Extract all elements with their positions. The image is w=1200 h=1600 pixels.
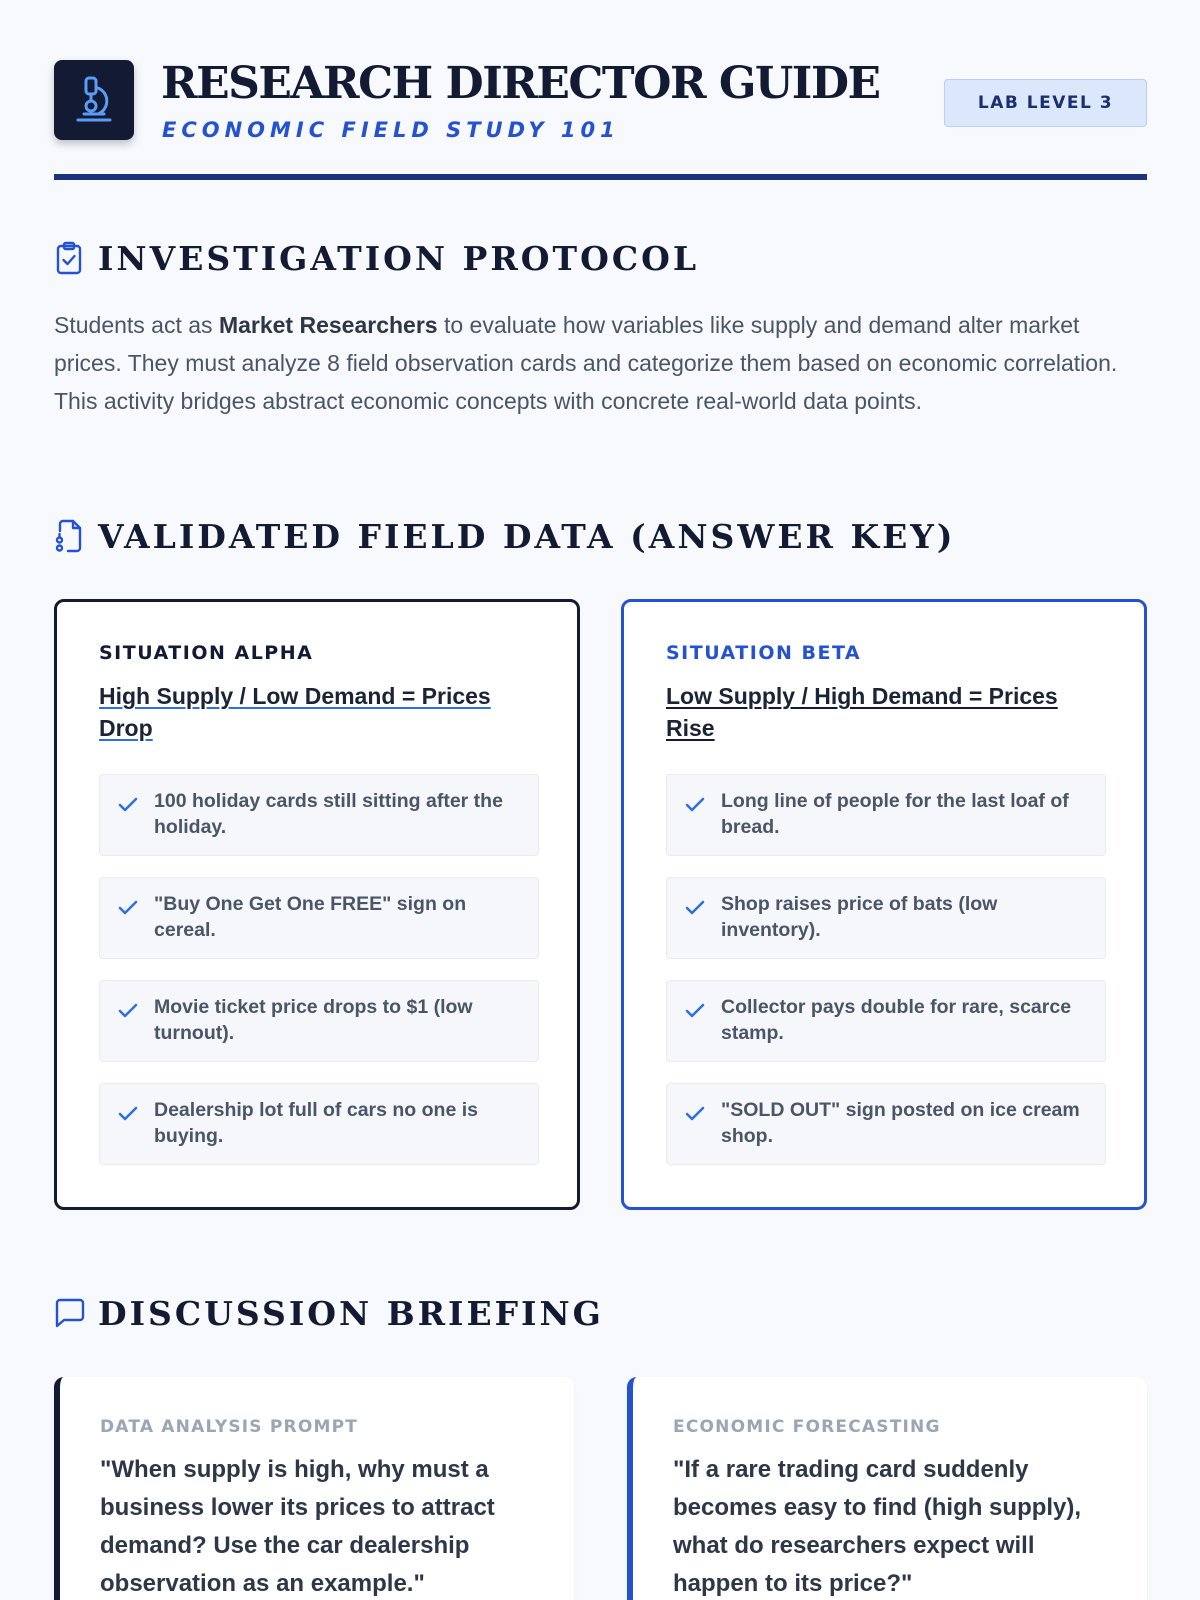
check-icon xyxy=(683,1102,707,1126)
discussion-card-quote: "When supply is high, why must a business lower its prices to attract demand? Use the car dealership observation as an example." xyxy=(100,1456,495,1597)
protocol-text-after: to evaluate how variables like supply and demand alter market prices. They must analyze 8 field observation cards and categorize them based on economic correlation. This activity bridges abstract economic concepts with concrete real-world data points. xyxy=(54,312,1118,414)
answer-key-heading xyxy=(54,514,955,558)
check-icon xyxy=(116,896,140,920)
list-item-text: "Buy One Get One FREE" sign on cereal. xyxy=(154,893,467,941)
page-subtitle: ECONOMIC FIELD STUDY 101 xyxy=(162,118,620,142)
header xyxy=(54,60,1147,180)
speech-bubble-icon xyxy=(54,1295,86,1331)
check-icon xyxy=(116,793,140,817)
check-icon xyxy=(683,999,707,1023)
list-item-text: Dealership lot full of cars no one is buying. xyxy=(154,1099,478,1147)
situation-beta-card xyxy=(621,599,1147,1210)
protocol-heading xyxy=(54,236,699,280)
page xyxy=(54,0,1147,1600)
list-item xyxy=(99,1083,539,1165)
check-icon xyxy=(683,896,707,920)
protocol-description xyxy=(54,306,1147,420)
microscope-icon xyxy=(74,76,114,124)
check-icon xyxy=(116,999,140,1023)
protocol-heading-text: INVESTIGATION PROTOCOL xyxy=(98,238,700,278)
situation-alpha-label: SITUATION ALPHA xyxy=(99,642,314,664)
page-title: RESEARCH DIRECTOR GUIDE xyxy=(161,58,880,109)
list-item xyxy=(99,980,539,1062)
situation-alpha-rule: High Supply / Low Demand = Prices Drop xyxy=(99,683,491,741)
header-divider xyxy=(54,174,1147,180)
protocol-text-bold: Market Researchers xyxy=(218,312,438,338)
logo xyxy=(54,60,134,140)
list-item xyxy=(666,1083,1106,1165)
discussion-card-kicker: ECONOMIC FORECASTING xyxy=(673,1417,941,1437)
discussion-heading-text: DISCUSSION BRIEFING xyxy=(98,1293,604,1333)
file-data-icon xyxy=(54,518,86,554)
list-item-text: Collector pays double for rare, scarce stamp. xyxy=(721,996,1072,1044)
discussion-heading xyxy=(54,1291,604,1335)
list-item xyxy=(666,980,1106,1062)
list-item-text: Shop raises price of bats (low inventory). xyxy=(721,893,998,941)
answer-key-heading-text: VALIDATED FIELD DATA (ANSWER KEY) xyxy=(98,516,956,556)
list-item xyxy=(666,877,1106,959)
list-item-text: Movie ticket price drops to $1 (low turnout). xyxy=(154,996,473,1044)
situation-alpha-card xyxy=(54,599,580,1210)
level-badge: LAB LEVEL 3 xyxy=(944,79,1147,127)
clipboard-check-icon xyxy=(54,240,86,276)
protocol-text-before: Students act as xyxy=(54,312,219,338)
list-item-text: Long line of people for the last loaf of bread. xyxy=(721,790,1069,838)
list-item xyxy=(99,774,539,856)
discussion-card-quote: "If a rare trading card suddenly becomes easy to find (high supply), what do researchers expect will happen to its price?" xyxy=(673,1456,1082,1597)
list-item xyxy=(99,877,539,959)
check-icon xyxy=(683,793,707,817)
discussion-card-data-analysis xyxy=(54,1377,574,1600)
situation-beta-label: SITUATION BETA xyxy=(666,642,862,664)
check-icon xyxy=(116,1102,140,1126)
list-item xyxy=(666,774,1106,856)
discussion-card-forecasting xyxy=(627,1377,1147,1600)
list-item-text: 100 holiday cards still sitting after the holiday. xyxy=(154,790,503,838)
discussion-card-kicker: DATA ANALYSIS PROMPT xyxy=(100,1417,359,1437)
situation-beta-rule: Low Supply / High Demand = Prices Rise xyxy=(666,683,1058,741)
list-item-text: "SOLD OUT" sign posted on ice cream shop. xyxy=(721,1099,1080,1147)
